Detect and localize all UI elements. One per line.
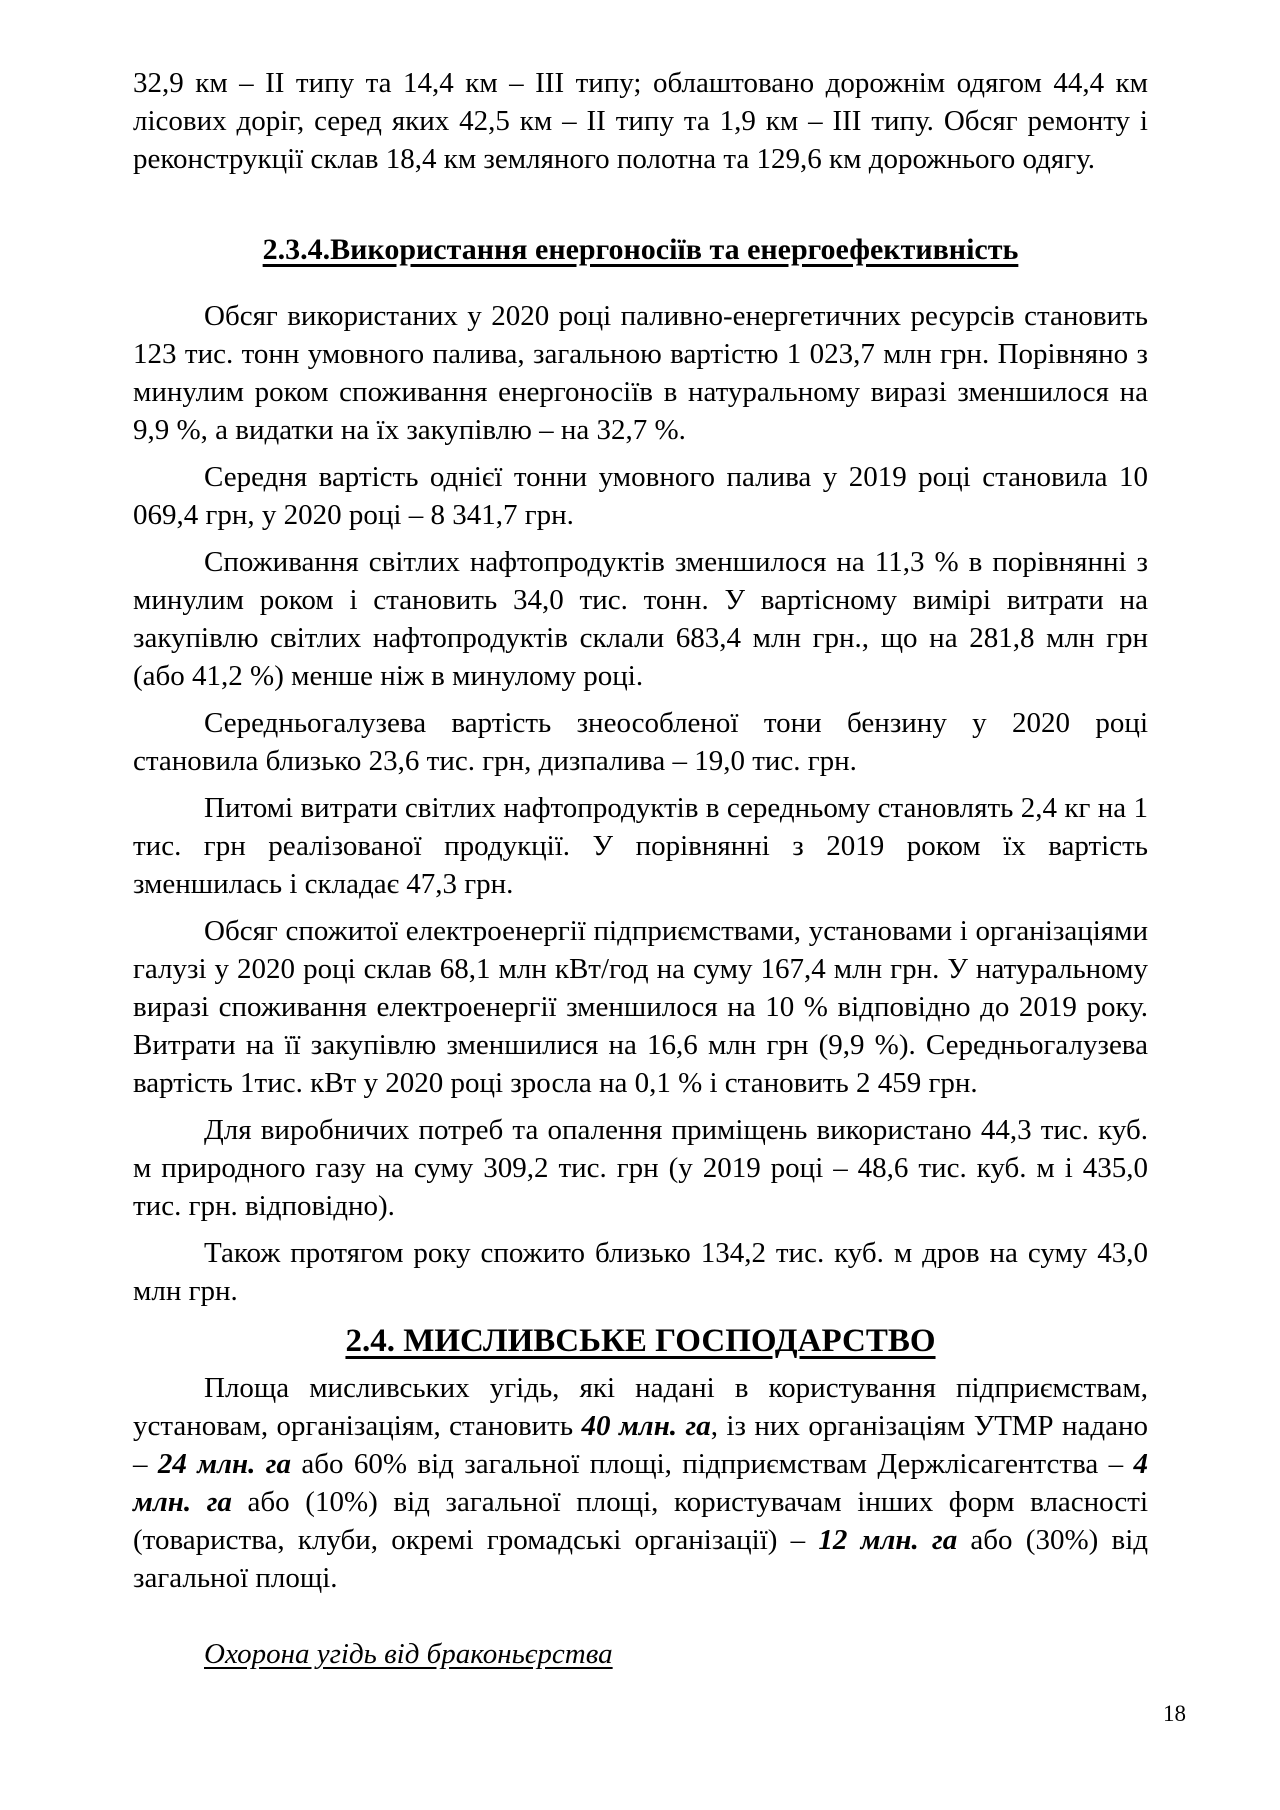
hunting-area-segment-2: , із них організаціям УТМР надано –	[133, 1410, 1148, 1480]
hunting-area-utmr: 24 млн. га	[157, 1448, 291, 1480]
energy-paragraph-fuel-volume: Обсяг використаних у 2020 році паливно-енергетичних ресурсів становить 123 тис. тонн умовного палива, загальною вартістю 1 023,7 млн грн. Порівняно з минулим роком споживання енергоносіїв в натуральному виразі зменшилося на 9,9 %, а видатки на їх закупівлю – на 32,7 %.	[133, 300, 1148, 446]
energy-paragraph-electricity: Обсяг спожитої електроенергії підприємствами, установами і організаціями галузі у 2020 році склав 68,1 млн кВт/год на суму 167,4 млн грн. У натуральному виразі споживання електроенергії зменшилося на 10 % відповідно до 2019 року. Витрати на її закупівлю зменшилися на 16,6 млн грн (9,9 %). Середньогалузева вартість 1тис. кВт у 2020 році зросла на 0,1 % і становить 2 459 грн.	[133, 915, 1148, 1099]
hunting-area-total: 40 млн. га	[581, 1410, 711, 1442]
hunting-area-paragraph	[133, 1369, 1148, 1597]
hunting-area-segment-0: Площа мисливських угідь, які надані в користування підприємствам, установам, організаціям, становить	[133, 1372, 1148, 1442]
section-heading-energy	[133, 230, 1148, 270]
page-number: 18	[1163, 1701, 1186, 1726]
energy-paragraph-firewood: Також протягом року спожито близько 134,2 тис. куб. м дров на суму 43,0 млн грн.	[133, 1237, 1148, 1307]
hunting-area-segment-6: або (10%) від загальної площі, користувачам інших форм власності (товариства, клуби, окремі громадські організації) –	[133, 1486, 1149, 1556]
section-heading-energy-text: 2.3.4.Використання енергоносіїв та енергоефективність	[262, 233, 1019, 266]
hunting-area-forest-agency: 4 млн. га	[133, 1448, 1149, 1518]
hunting-area-other-owners: 12 млн. га	[818, 1524, 958, 1556]
energy-paragraph-avg-fuel-cost: Середня вартість однієї тонни умовного палива у 2019 році становила 10 069,4 грн, у 2020 році – 8 341,7 грн.	[133, 461, 1148, 531]
hunting-area-segment-8: або (30%) від загальної площі.	[133, 1524, 1149, 1594]
energy-paragraph-light-oil-products: Споживання світлих нафтопродуктів зменшилося на 11,3 % в порівнянні з минулим роком і становить 34,0 тис. тонн. У вартісному вимірі витрати на закупівлю світлих нафтопродуктів склали 683,4 млн грн., що на 281,8 млн грн (або 41,2 %) менше ніж в минулому році.	[133, 546, 1148, 692]
road-works-paragraph: 32,9 км – ІІ типу та 14,4 км – ІІІ типу; облаштовано дорожнім одягом 44,4 км лісових доріг, серед яких 42,5 км – ІІ типу та 1,9 км – ІІІ типу. Обсяг ремонту і реконструкції склав 18,4 км земляного полотна та 129,6 км дорожнього одягу.	[133, 67, 1148, 175]
subheading-poaching-protection	[133, 1635, 1148, 1673]
hunting-area-segment-4: або 60% від загальної площі, підприємствам Держлісагентства –	[290, 1448, 1134, 1480]
subheading-poaching-protection-text: Охорона угідь від браконьєрства	[204, 1638, 613, 1670]
energy-paragraph-natural-gas: Для виробничих потреб та опалення приміщень використано 44,3 тис. куб. м природного газу на суму 309,2 тис. грн (у 2019 році – 48,6 тис. куб. м і 435,0 тис. грн. відповідно).	[133, 1114, 1148, 1222]
energy-paragraph-specific-consumption: Питомі витрати світлих нафтопродуктів в середньому становлять 2,4 кг на 1 тис. грн реалізованої продукції. У порівнянні з 2019 роком їх вартість зменшилась і складає 47,3 грн.	[133, 792, 1148, 900]
energy-paragraph-petrol-diesel-cost: Середньогалузева вартість знеособленої тони бензину у 2020 році становила близько 23,6 тис. грн, дизпалива – 19,0 тис. грн.	[133, 707, 1148, 777]
section-heading-hunting	[133, 1319, 1148, 1363]
document-content	[133, 64, 1148, 1673]
section-heading-hunting-text: 2.4. МИСЛИВСЬКЕ ГОСПОДАРСТВО	[345, 1323, 936, 1359]
